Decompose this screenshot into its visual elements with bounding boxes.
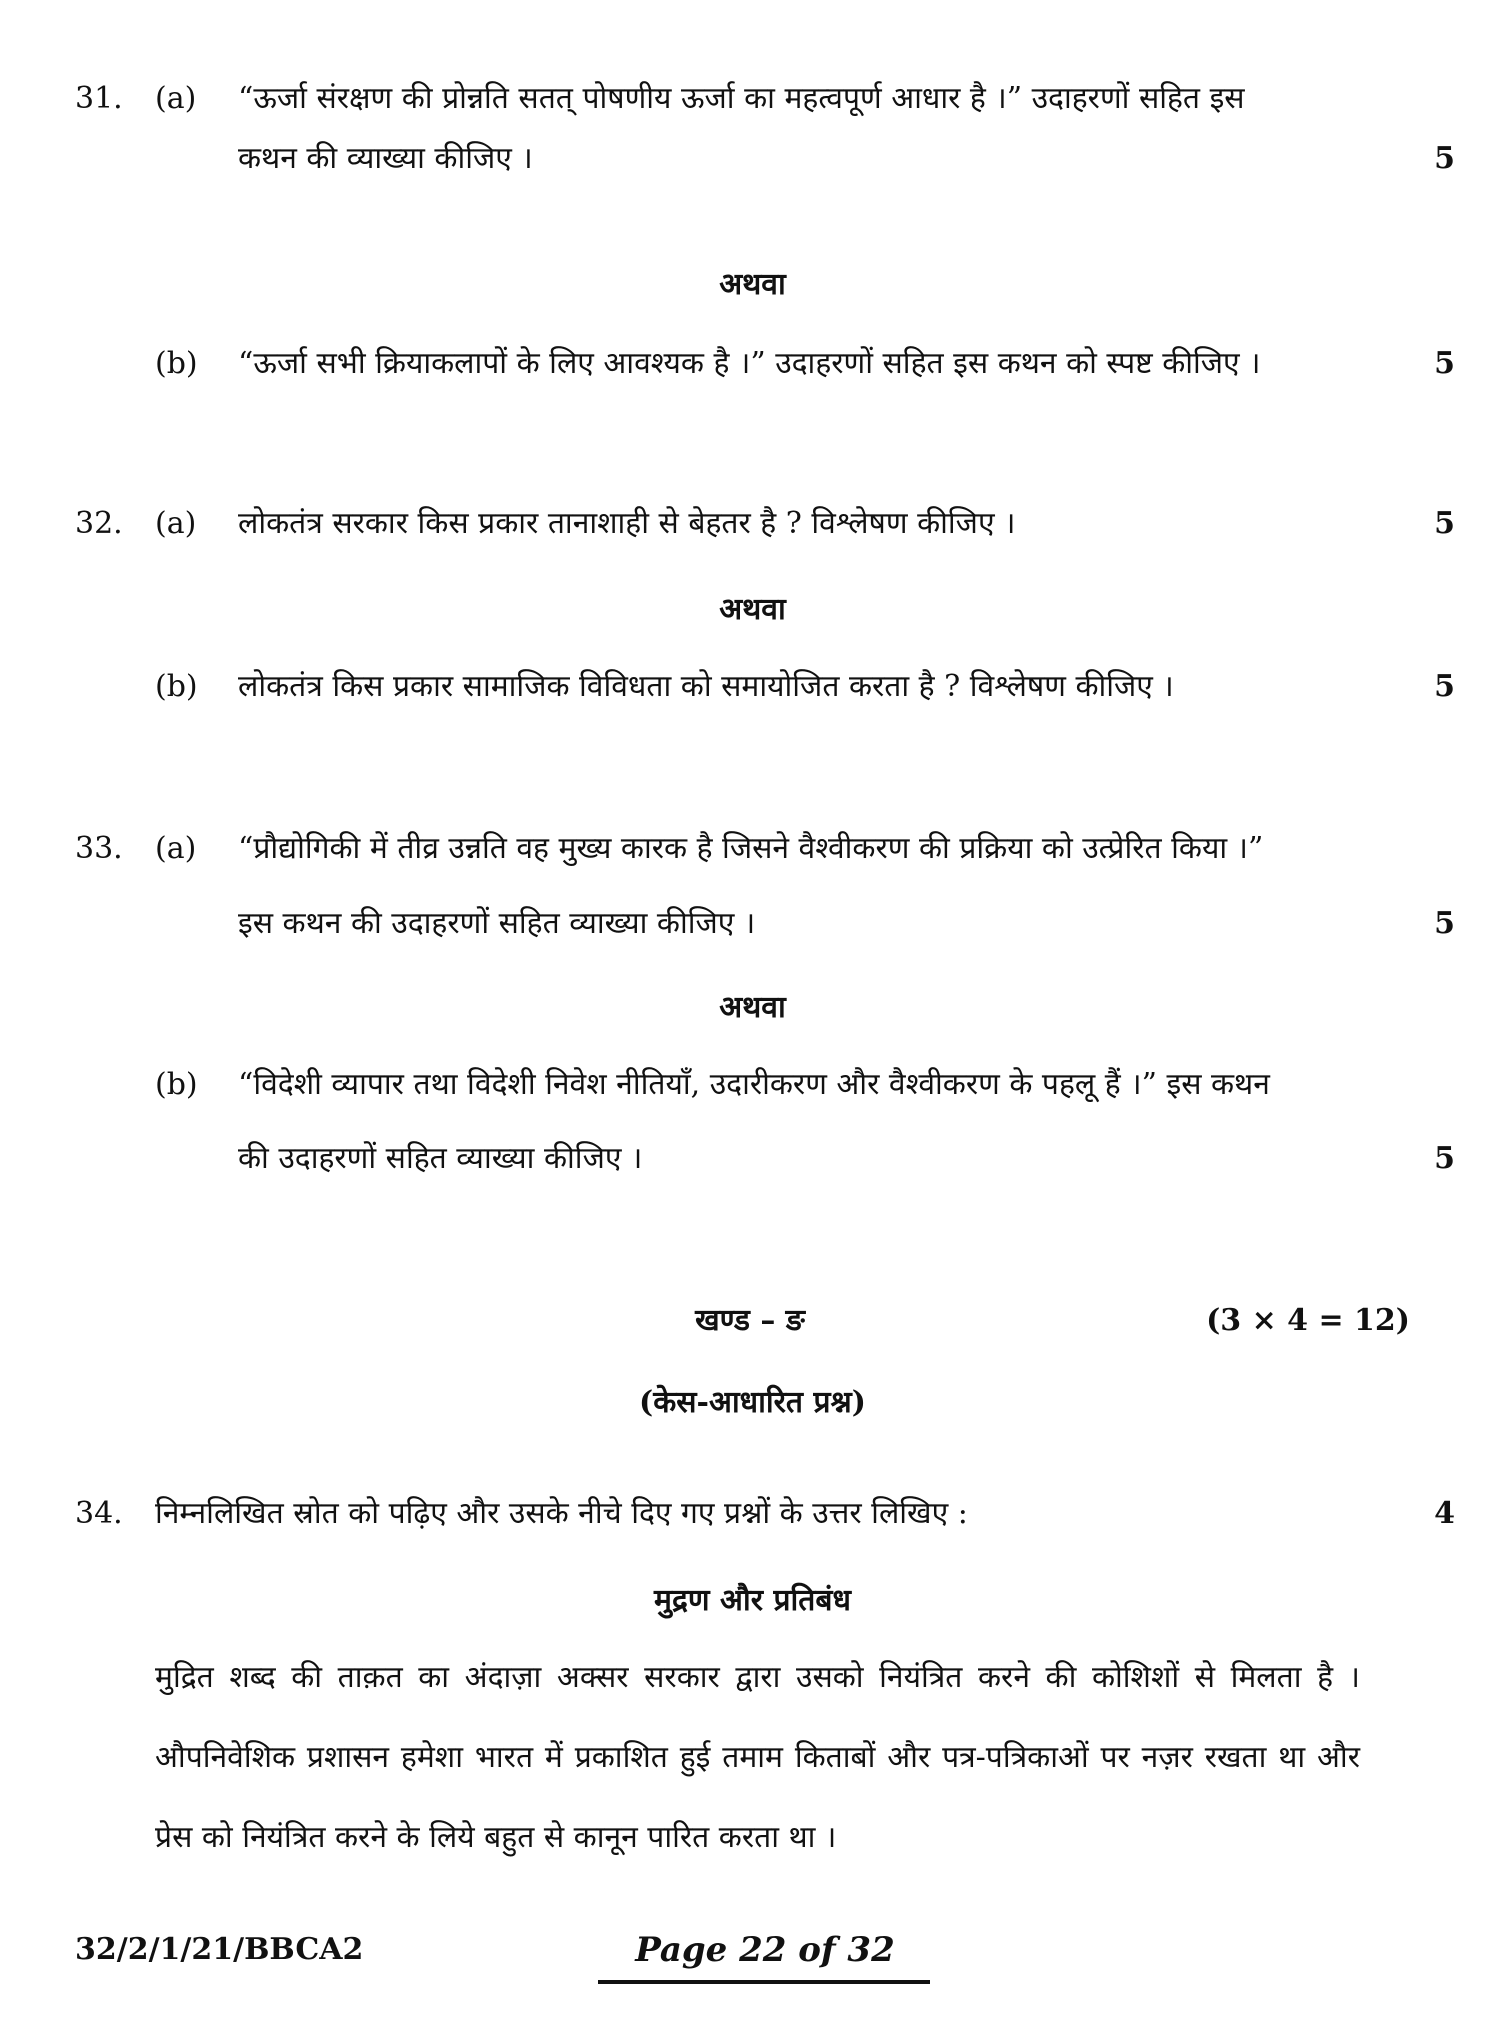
marks: 5	[1434, 141, 1455, 176]
marks: 5	[1434, 669, 1455, 704]
section-title: खण्ड – ङ	[695, 1303, 805, 1338]
question-text-line: “ऊर्जा संरक्षण की प्रोन्नति सतत् पोषणीय ऊर्जा का महत्वपूर्ण आधार है ।” उदाहरणों सहित इस	[238, 81, 1245, 116]
question-text-line: लोकतंत्र किस प्रकार सामाजिक विविधता को समायोजित करता है ? विश्लेषण कीजिए ।	[238, 669, 1174, 704]
section-marks: (3 × 4 = 12)	[1206, 1303, 1410, 1338]
marks: 5	[1434, 346, 1455, 381]
question-number: 32.	[75, 506, 123, 541]
question-text-line: इस कथन की उदाहरणों सहित व्याख्या कीजिए ।	[238, 906, 756, 941]
paper-code: 32/2/1/21/BBCA2	[75, 1932, 364, 1967]
marks: 5	[1434, 506, 1455, 541]
part-label: (a)	[155, 81, 197, 116]
question-text-line: “प्रौद्योगिकी में तीव्र उन्नति वह मुख्य कारक है जिसने वैश्वीकरण की प्रक्रिया को उत्प्रेरित किया ।”	[238, 831, 1264, 866]
part-label: (b)	[155, 346, 198, 381]
question-number: 31.	[75, 81, 123, 116]
or-separator: अथवा	[719, 267, 786, 302]
question-number: 34.	[75, 1496, 123, 1531]
question-instruction: निम्नलिखित स्रोत को पढ़िए और उसके नीचे दिए गए प्रश्नों के उत्तर लिखिए :	[155, 1496, 968, 1531]
part-label: (b)	[155, 669, 198, 704]
or-separator: अथवा	[719, 592, 786, 627]
question-text-line: की उदाहरणों सहित व्याख्या कीजिए ।	[238, 1141, 643, 1176]
marks: 5	[1434, 906, 1455, 941]
section-subtitle: (केस-आधारित प्रश्न)	[639, 1385, 866, 1420]
part-label: (a)	[155, 831, 197, 866]
question-text-line: लोकतंत्र सरकार किस प्रकार तानाशाही से बेहतर है ? विश्लेषण कीजिए ।	[238, 506, 1016, 541]
source-title: मुद्रण और प्रतिबंध	[654, 1583, 851, 1618]
marks: 5	[1434, 1141, 1455, 1176]
question-text-line: कथन की व्याख्या कीजिए ।	[238, 141, 533, 176]
marks: 4	[1434, 1496, 1455, 1531]
or-separator: अथवा	[719, 990, 786, 1025]
question-text-line: “विदेशी व्यापार तथा विदेशी निवेश नीतियाँ, उदारीकरण और वैश्वीकरण के पहलू हैं ।” इस कथन	[238, 1067, 1270, 1102]
part-label: (a)	[155, 506, 197, 541]
question-text-line: “ऊर्जा सभी क्रियाकलापों के लिए आवश्यक है ।” उदाहरणों सहित इस कथन को स्पष्ट कीजिए ।	[238, 346, 1261, 381]
page-number: Page 22 of 32	[635, 1930, 895, 1970]
question-number: 33.	[75, 831, 123, 866]
page-number-underline	[598, 1980, 930, 1984]
part-label: (b)	[155, 1067, 198, 1102]
source-passage: मुद्रित शब्द की ताक़त का अंदाज़ा अक्सर सरकार द्वारा उसको नियंत्रित करने की कोशिशों से मिलता है । औपनिवेशिक प्रशासन हमेशा भारत में प्रकाशित हुई तमाम किताबों और पत्र-पत्रिकाओं पर नज़र रखता था और प्रेस को नियंत्रित करने के लिये बहुत से कानून पारित करता था ।	[155, 1660, 1360, 1855]
